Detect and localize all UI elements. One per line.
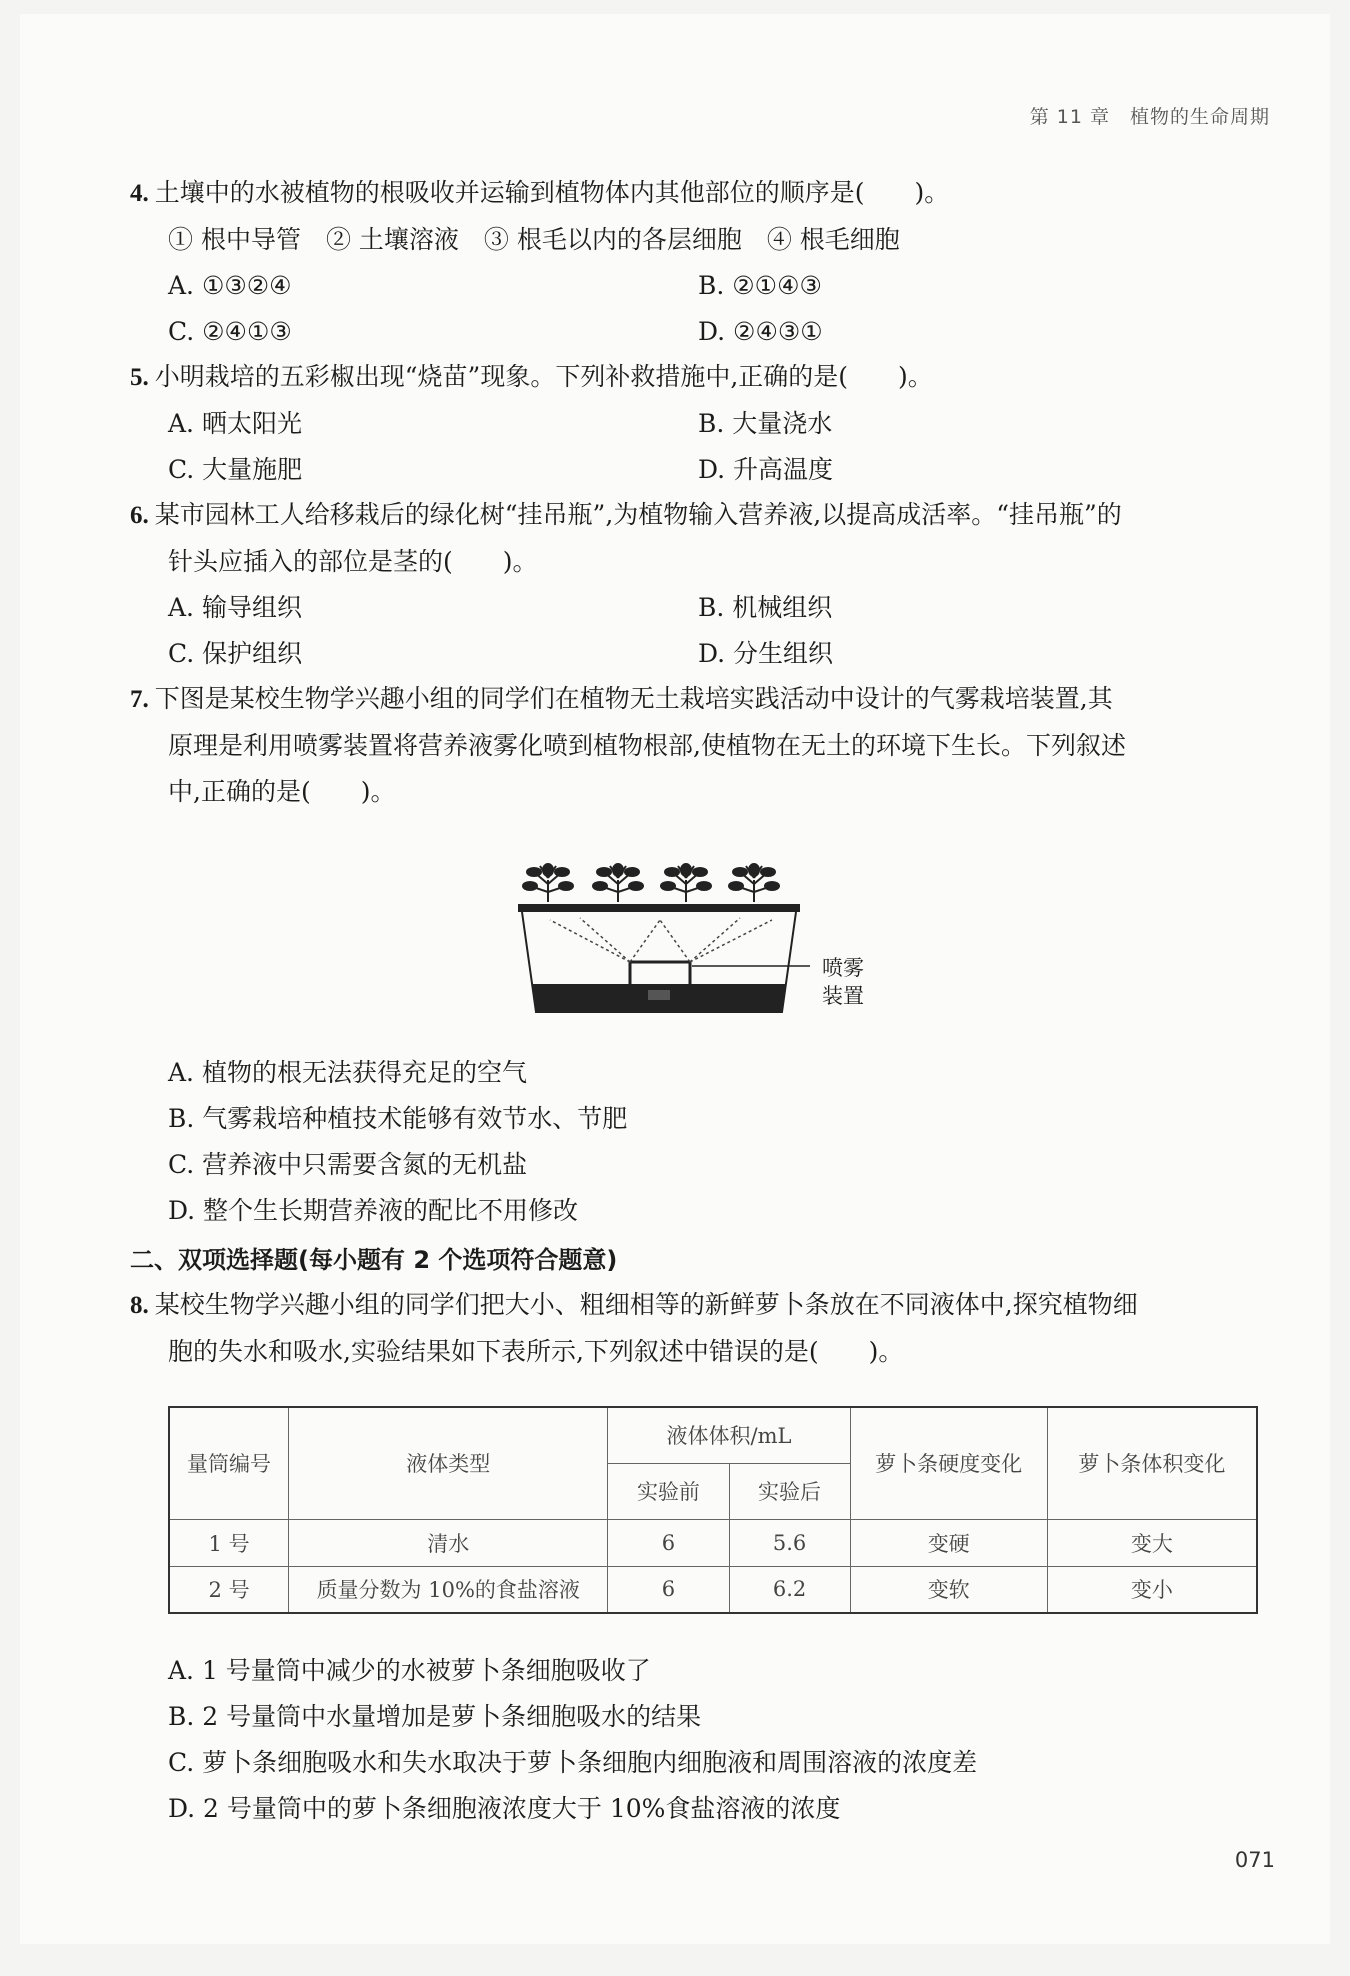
cell-after: 5.6 <box>729 1519 850 1566</box>
option-a: A. 输导组织 <box>168 593 302 622</box>
question-5 <box>130 354 1280 493</box>
pump <box>648 990 670 1000</box>
running-header <box>1030 102 1270 129</box>
cell-before: 6 <box>608 1566 729 1613</box>
question-number: 7. <box>130 686 149 713</box>
header-before: 实验前 <box>608 1463 729 1519</box>
section-heading: 二、双项选择题(每小题有 2 个选项符合题意) <box>130 1246 618 1274</box>
option-b: B. 2 号量筒中水量增加是萝卜条细胞吸水的结果 <box>168 1702 702 1731</box>
cell-before: 6 <box>608 1519 729 1566</box>
spray-pipe <box>630 962 690 984</box>
cell-size: 变大 <box>1047 1519 1257 1566</box>
option-a: A. ①③②④ <box>168 271 292 300</box>
option-b: B. 气雾栽培种植技术能够有效节水、节肥 <box>168 1104 628 1133</box>
header-hardness: 萝卜条硬度变化 <box>850 1407 1047 1519</box>
header-liquid-volume: 液体体积/mL <box>608 1407 850 1463</box>
question-number: 8. <box>130 1292 149 1319</box>
page <box>20 14 1330 1944</box>
chapter-title: 植物的生命周期 <box>1129 106 1270 128</box>
question-stem: 下图是某校生物学兴趣小组的同学们在植物无土栽培实践活动中设计的气雾栽培装置,其 <box>154 684 1113 713</box>
container-lid <box>518 904 800 912</box>
option-c: C. 萝卜条细胞吸水和失水取决于萝卜条细胞内细胞液和周围溶液的浓度差 <box>168 1748 978 1777</box>
question-number: 5. <box>130 364 149 391</box>
header-liquid-type: 液体类型 <box>289 1407 608 1519</box>
cell-no: 2 号 <box>169 1566 289 1613</box>
option-c: C. 营养液中只需要含氮的无机盐 <box>168 1150 528 1179</box>
cell-type: 质量分数为 10%的食盐溶液 <box>289 1566 608 1613</box>
option-c: C. 保护组织 <box>168 639 303 668</box>
sprayer-label <box>822 954 882 1010</box>
cell-hardness: 变软 <box>850 1566 1047 1613</box>
option-a: A. 晒太阳光 <box>168 409 302 438</box>
sprayer-label-line1: 喷雾 <box>822 956 864 980</box>
aeroponic-figure <box>510 862 910 1022</box>
question-stem: 某市园林工人给移栽后的绿化树“挂吊瓶”,为植物输入营养液,以提高成活率。“挂吊瓶”的 <box>154 500 1122 529</box>
option-d: D. 升高温度 <box>698 455 834 484</box>
option-d: D. ②④③① <box>698 317 823 346</box>
chapter-number: 第 11 章 <box>1029 106 1110 128</box>
option-d: D. 分生组织 <box>698 639 834 668</box>
cell-after: 6.2 <box>729 1566 850 1613</box>
cell-hardness: 变硬 <box>850 1519 1047 1566</box>
header-cylinder-no: 量筒编号 <box>169 1407 289 1519</box>
question-7 <box>130 676 1280 815</box>
question-stem: 小明栽培的五彩椒出现“烧苗”现象。下列补救措施中,正确的是( )。 <box>154 362 933 391</box>
results-table <box>168 1406 1258 1614</box>
question-8 <box>130 1282 1280 1375</box>
option-a: A. 植物的根无法获得充足的空气 <box>168 1058 527 1087</box>
option-c: C. ②④①③ <box>168 317 292 346</box>
option-b: B. 大量浇水 <box>698 409 833 438</box>
option-b: B. ②①④③ <box>698 271 822 300</box>
option-b: B. 机械组织 <box>698 593 833 622</box>
question-number: 6. <box>130 502 149 529</box>
option-c: C. 大量施肥 <box>168 455 303 484</box>
table-header-row <box>169 1407 1257 1463</box>
option-d: D. 2 号量筒中的萝卜条细胞液浓度大于 10%食盐溶液的浓度 <box>168 1794 841 1823</box>
question-8-options <box>130 1648 1280 1832</box>
question-stem-cont: 胞的失水和吸水,实验结果如下表所示,下列叙述中错误的是( )。 <box>168 1337 904 1366</box>
table-row <box>169 1519 1257 1566</box>
question-7-options <box>130 1050 1280 1234</box>
question-number: 4. <box>130 180 149 207</box>
question-stem-cont: 原理是利用喷雾装置将营养液雾化喷到植物根部,使植物在无土的环境下生长。下列叙述 <box>168 731 1126 760</box>
question-stem-cont: 针头应插入的部位是茎的( )。 <box>168 547 538 576</box>
question-stem: 土壤中的水被植物的根吸收并运输到植物体内其他部位的顺序是( )。 <box>154 178 950 207</box>
question-6 <box>130 492 1280 677</box>
question-stem: 某校生物学兴趣小组的同学们把大小、粗细相等的新鲜萝卜条放在不同液体中,探究植物细 <box>154 1290 1138 1319</box>
question-4 <box>130 170 1280 355</box>
option-a: A. 1 号量筒中减少的水被萝卜条细胞吸收了 <box>168 1656 651 1685</box>
header-size: 萝卜条体积变化 <box>1047 1407 1257 1519</box>
question-items: ① 根中导管 ② 土壤溶液 ③ 根毛以内的各层细胞 ④ 根毛细胞 <box>168 225 900 254</box>
cell-size: 变小 <box>1047 1566 1257 1613</box>
sprayer-label-line2: 装置 <box>822 984 864 1008</box>
plants-illustration <box>523 864 779 902</box>
cell-no: 1 号 <box>169 1519 289 1566</box>
mist-spray <box>550 918 772 962</box>
aeroponic-diagram <box>510 862 820 1022</box>
page-number: 071 <box>1234 1848 1275 1872</box>
table-row <box>169 1566 1257 1613</box>
option-d: D. 整个生长期营养液的配比不用修改 <box>168 1196 579 1225</box>
cell-type: 清水 <box>289 1519 608 1566</box>
question-stem-cont: 中,正确的是( )。 <box>168 777 396 806</box>
header-after: 实验后 <box>729 1463 850 1519</box>
